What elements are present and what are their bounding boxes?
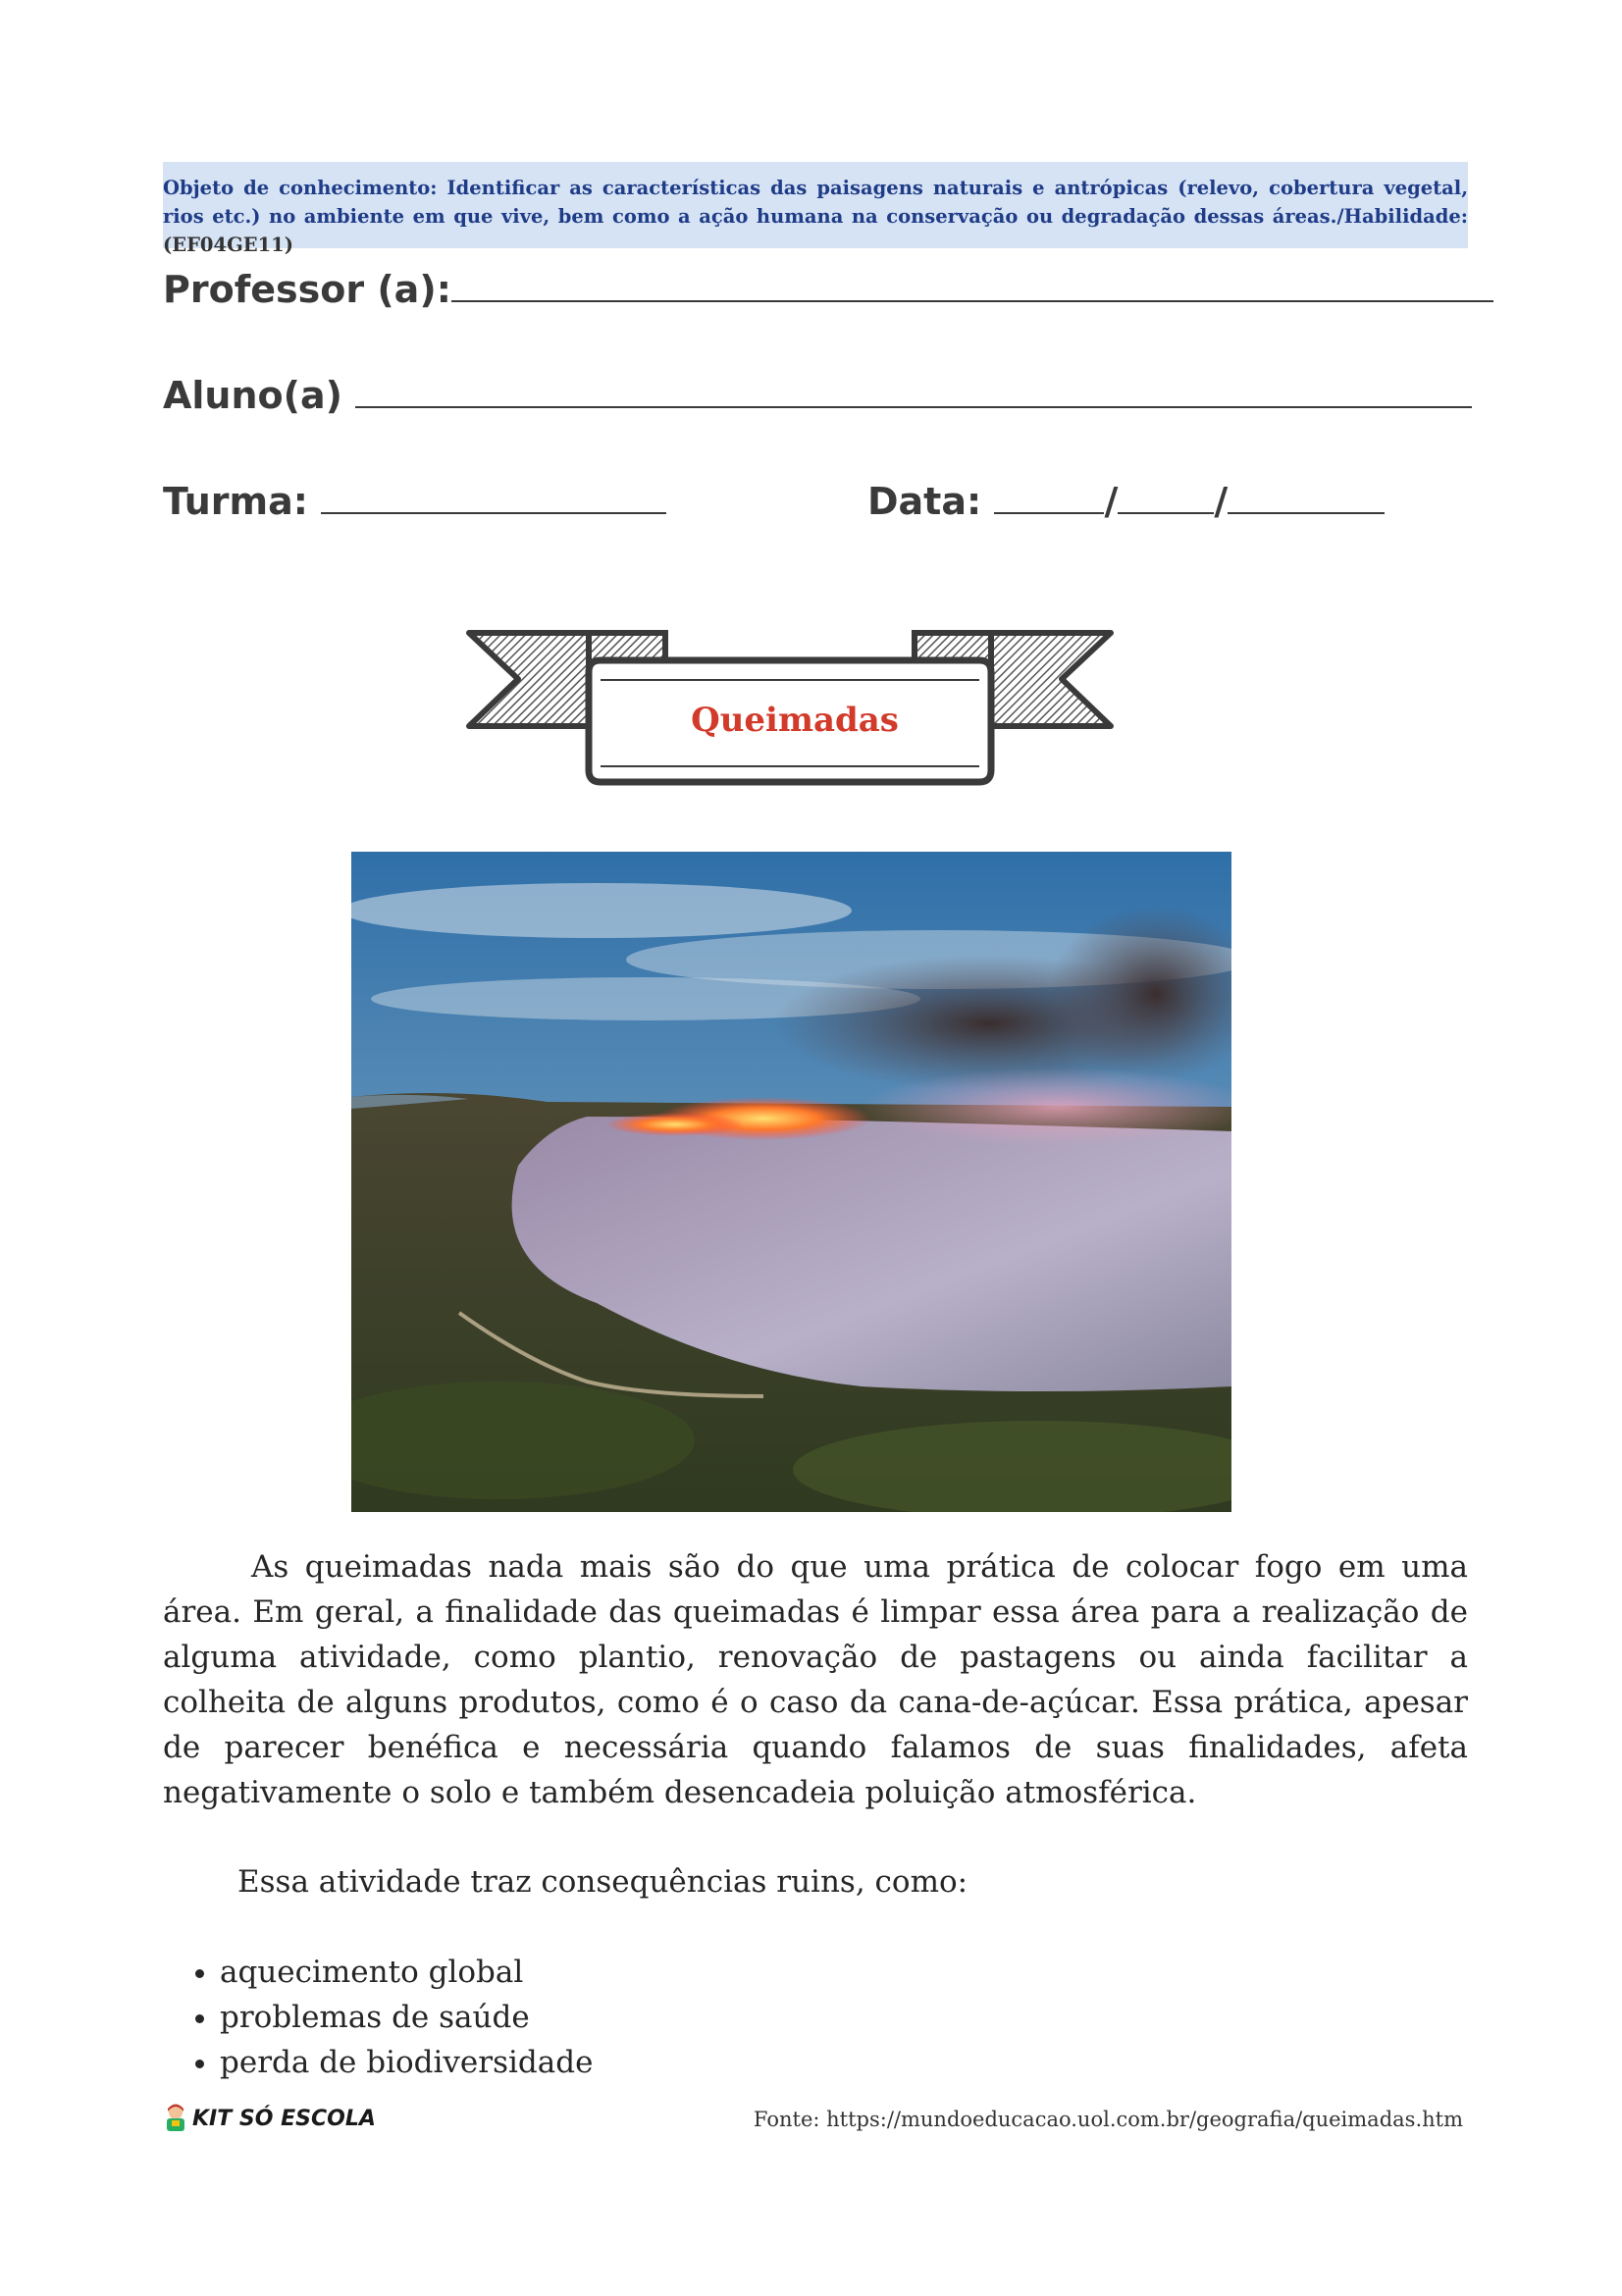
- student-field: [163, 371, 1472, 417]
- date-separator: /: [1214, 480, 1229, 523]
- date-label: Data:: [867, 480, 982, 523]
- class-blank-line[interactable]: [321, 477, 666, 514]
- date-separator: /: [1104, 480, 1119, 523]
- class-field: [163, 477, 666, 523]
- source-citation: Fonte: https://mundoeducacao.uol.com.br/geografia/queimadas.htm: [753, 2108, 1463, 2131]
- kit-so-escola-logo: [163, 2104, 376, 2133]
- learning-objective-box: [163, 162, 1468, 256]
- student-blank-line[interactable]: [355, 371, 1472, 408]
- date-month-blank[interactable]: [1118, 477, 1214, 514]
- body-paragraph-intro-list: Essa atividade traz consequências ruins, como:: [237, 1864, 968, 1900]
- date-year-blank[interactable]: [1228, 477, 1385, 514]
- list-item: • problemas de saúde: [220, 1995, 593, 2040]
- professor-label: Professor (a):: [163, 268, 451, 311]
- professor-blank-line[interactable]: [451, 265, 1493, 302]
- wildfire-landscape-photo: [351, 852, 1231, 1512]
- date-day-blank[interactable]: [994, 477, 1104, 514]
- consequences-list: [163, 1950, 593, 2085]
- skill-code: (EF04GE11): [163, 234, 293, 256]
- logo-text: KIT SÓ ESCOLA: [192, 2106, 376, 2131]
- list-item: • aquecimento global: [220, 1950, 593, 1995]
- date-field: [867, 477, 1385, 523]
- learning-objective-text: Objeto de conhecimento: Identificar as características das paisagens naturais e antrópicas (relevo, cobertura vegetal, rios etc.) no ambiente em que vive, bem como a ação humana na conservação ou degradação dessas áreas./Habilidade:: [163, 177, 1468, 228]
- body-paragraph: As queimadas nada mais são do que uma prática de colocar fogo em uma área. Em geral, a finalidade das queimadas é limpar essa área para a realização de alguma atividade, como plantio, renovação de pastagens ou ainda facilitar a colheita de alguns produtos, como é o caso da cana-de-açúcar. Essa prática, apesar de parecer benéfica e necessária quando falamos de suas finalidades, afeta negativamente o solo e também desencadeia poluição atmosférica.: [163, 1549, 1468, 1810]
- class-label: Turma:: [163, 480, 308, 523]
- student-label: Aluno(a): [163, 374, 343, 417]
- student-mascot-icon: [163, 2104, 188, 2133]
- page-title: Queimadas: [691, 701, 899, 740]
- list-item: • perda de biodiversidade: [220, 2040, 593, 2085]
- professor-field: [163, 265, 1493, 311]
